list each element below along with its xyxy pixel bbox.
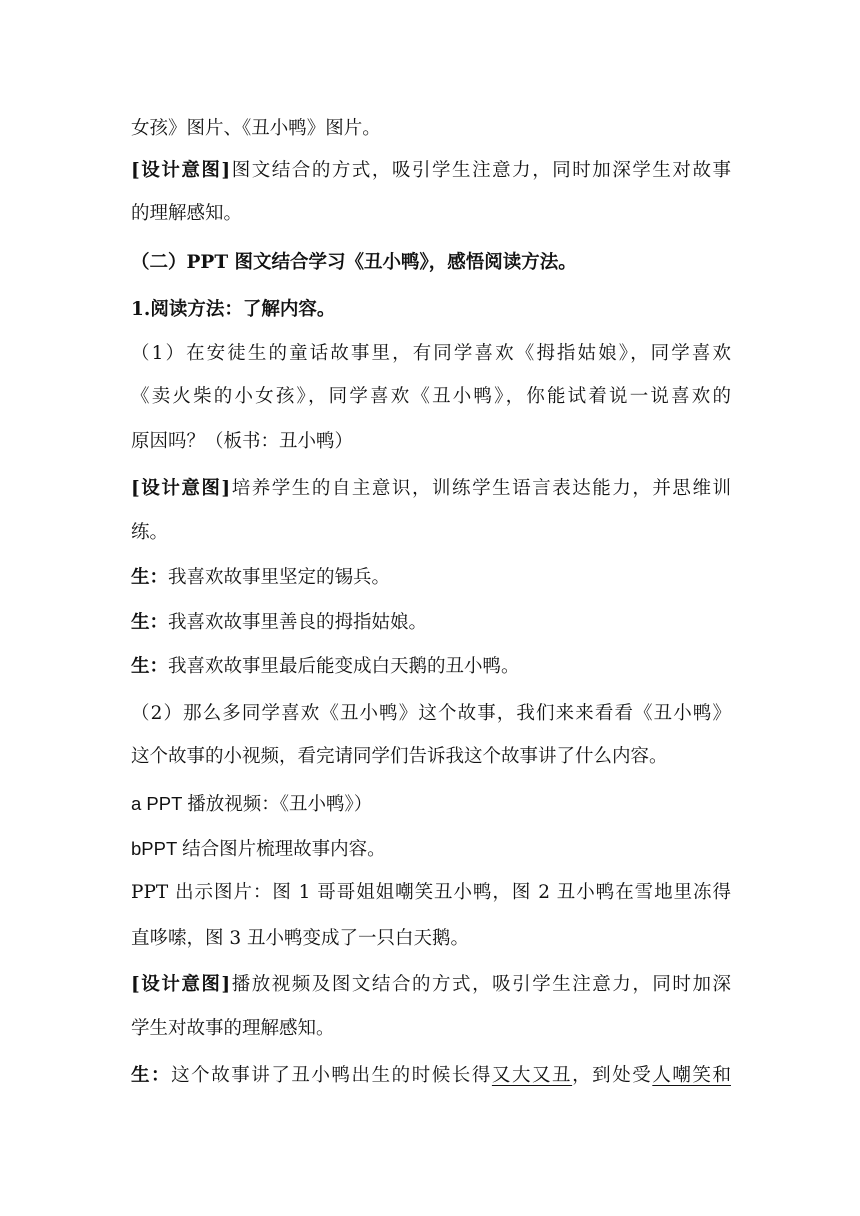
- dialogue-line: [131, 655, 731, 679]
- text: （1）在安徒生的童话故事里，有同学喜欢《拇指姑娘》，同学喜欢: [131, 343, 731, 364]
- paragraph-line: [131, 881, 731, 905]
- heading-text: （二）PPT 图文结合学习《丑小鸭》，感悟阅读方法。: [131, 252, 577, 273]
- paragraph-line: [131, 202, 731, 226]
- text: 播放视频及图文结合的方式，吸引学生注意力，同时加深: [230, 974, 731, 995]
- text: 我喜欢故事里最后能变成白天鹅的丑小鸭。: [168, 656, 520, 677]
- text: 我喜欢故事里坚定的锡兵。: [168, 567, 391, 588]
- speaker-label: 生：: [131, 656, 169, 677]
- paragraph-line: [131, 792, 731, 816]
- paragraph-line: [131, 117, 731, 141]
- design-intent-line: [131, 973, 731, 997]
- dialogue-line: [131, 1064, 731, 1088]
- design-intent-line: [131, 477, 731, 501]
- dialogue-line: [131, 566, 731, 590]
- paragraph-line: [131, 430, 731, 454]
- section-heading: [131, 251, 731, 275]
- text: 练。: [131, 522, 169, 543]
- heading-text: 1.阅读方法：了解内容。: [131, 299, 336, 320]
- paragraph-line: [131, 521, 731, 545]
- text: 直哆嗦，图 3 丑小鸭变成了一只白天鹅。: [131, 928, 470, 949]
- underlined-text: 人嘲笑和: [652, 1065, 731, 1086]
- text: 我喜欢故事里善良的拇指姑娘。: [168, 612, 428, 633]
- paragraph-line: [131, 927, 731, 951]
- text: 学生对故事的理解感知。: [131, 1018, 335, 1039]
- text: （2）那么多同学喜欢《丑小鸭》这个故事，我们来来看看《丑小鸭》: [131, 703, 731, 724]
- text: 培养学生的自主意识，训练学生语言表达能力，并思维训: [230, 478, 731, 499]
- design-intent-label: [设计意图]: [131, 974, 231, 995]
- text: 这个故事的小视频，看完请同学们告诉我这个故事讲了什么内容。: [131, 746, 668, 767]
- speaker-label: 生：: [131, 1065, 172, 1086]
- speaker-label: 生：: [131, 612, 169, 633]
- paragraph-line: [131, 745, 731, 769]
- sub-heading: [131, 298, 731, 322]
- speaker-label: 生：: [131, 567, 169, 588]
- text: 这个故事讲了丑小鸭出生的时候长得: [171, 1065, 492, 1086]
- text: 的理解感知。: [131, 203, 243, 224]
- underlined-text: 又大又丑: [491, 1065, 573, 1086]
- paragraph-line: [131, 1017, 731, 1041]
- text: 女孩》图片、《丑小鸭》图片。: [131, 118, 381, 139]
- text: 图文结合的方式，吸引学生注意力，同时加深学生对故事: [230, 160, 731, 181]
- text: a PPT 播放视频：《丑小鸭》）: [131, 793, 373, 814]
- paragraph-line: [131, 837, 731, 861]
- text: 《卖火柴的小女孩》，同学喜欢《丑小鸭》，你能试着说一说喜欢的: [131, 386, 731, 407]
- design-intent-line: [131, 159, 731, 183]
- text: PPT 出示图片：图 1 哥哥姐姐嘲笑丑小鸭，图 2 丑小鸭在雪地里冻得: [131, 882, 731, 903]
- dialogue-line: [131, 611, 731, 635]
- design-intent-label: [设计意图]: [131, 160, 231, 181]
- paragraph-line: [131, 385, 731, 409]
- text: ，到处受: [572, 1065, 653, 1086]
- text: bPPT 结合图片梳理故事内容。: [131, 838, 386, 859]
- paragraph-line: [131, 342, 731, 366]
- design-intent-label: [设计意图]: [131, 478, 231, 499]
- paragraph-line: [131, 702, 731, 726]
- text: 原因吗？（板书：丑小鸭）: [131, 431, 354, 452]
